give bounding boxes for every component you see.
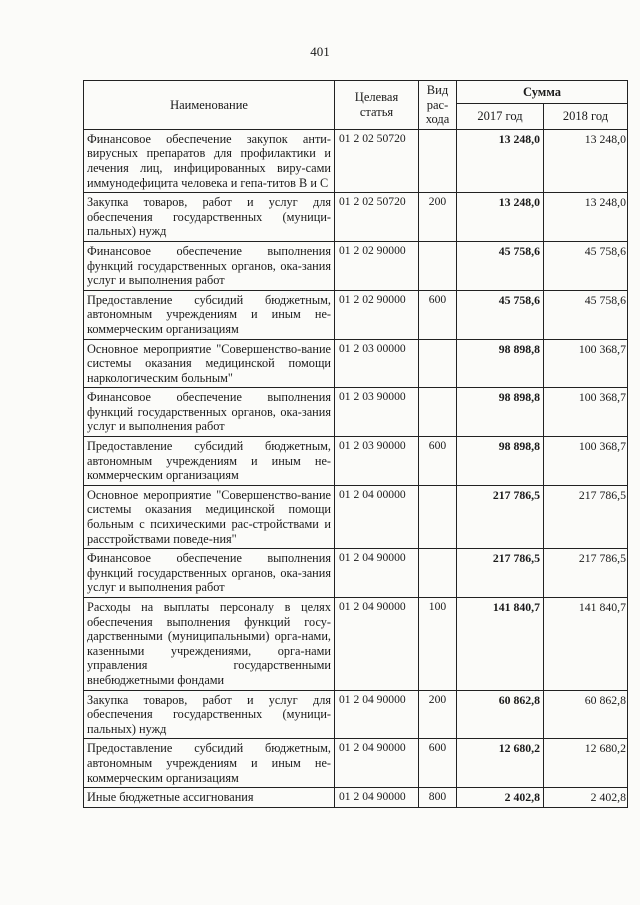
row-expense-type: 600 [419,290,457,339]
row-amount-2017: 217 786,5 [457,485,544,548]
header-code: Целевая статья [335,81,419,130]
row-name: Закупка товаров, работ и услуг для обеспечения государственных (муници-пальных) нужд [84,690,335,739]
header-sum: Сумма [457,81,628,104]
row-expense-type [419,549,457,598]
row-target-code: 01 2 03 90000 [335,388,419,437]
row-target-code: 01 2 04 90000 [335,788,419,808]
header-vid: Вид рас-хода [419,81,457,130]
table-row [84,437,628,486]
row-target-code: 01 2 02 90000 [335,290,419,339]
row-amount-2017: 60 862,8 [457,690,544,739]
header-name: Наименование [84,81,335,130]
row-target-code: 01 2 03 90000 [335,437,419,486]
row-expense-type [419,129,457,192]
row-amount-2017: 98 898,8 [457,388,544,437]
table-row [84,241,628,290]
row-amount-2018: 100 368,7 [544,437,628,486]
table-row [84,739,628,788]
row-amount-2017: 45 758,6 [457,290,544,339]
row-name: Финансовое обеспечение закупок анти-вирусных препаратов для профилактики и лечения лиц, инфицированных виру-сами иммунодефицита человека и гепа-титов В и С [84,129,335,192]
row-expense-type [419,339,457,388]
row-amount-2017: 45 758,6 [457,241,544,290]
row-target-code: 01 2 02 50720 [335,193,419,242]
row-target-code: 01 2 04 00000 [335,485,419,548]
row-amount-2017: 217 786,5 [457,549,544,598]
row-amount-2018: 217 786,5 [544,485,628,548]
row-name: Расходы на выплаты персоналу в целях обеспечения выполнения функций госу-дарственными (муниципальными) орга-нами, казенными учреждениями, орга-нами управления государственными внебюджетными фондами [84,598,335,691]
row-amount-2017: 98 898,8 [457,339,544,388]
row-expense-type: 200 [419,193,457,242]
table-row [84,290,628,339]
row-amount-2018: 60 862,8 [544,690,628,739]
row-name: Финансовое обеспечение выполнения функций государственных органов, ока-зания услуг и выполнения работ [84,549,335,598]
row-name: Основное мероприятие "Совершенство-вание системы оказания медицинской помощи наркологическим больным" [84,339,335,388]
row-name: Финансовое обеспечение выполнения функций государственных органов, ока-зания услуг и выполнения работ [84,388,335,437]
row-expense-type: 600 [419,739,457,788]
row-target-code: 01 2 04 90000 [335,549,419,598]
row-amount-2017: 13 248,0 [457,193,544,242]
table-row [84,129,628,192]
row-amount-2018: 141 840,7 [544,598,628,691]
row-expense-type: 600 [419,437,457,486]
row-name: Финансовое обеспечение выполнения функций государственных органов, ока-зания услуг и выполнения работ [84,241,335,290]
table-row [84,485,628,548]
row-amount-2018: 13 248,0 [544,129,628,192]
header-row-top [84,81,628,104]
table-body [84,129,628,807]
header-year-2017: 2017 год [457,104,544,130]
row-amount-2018: 217 786,5 [544,549,628,598]
budget-table [83,80,628,808]
row-expense-type [419,388,457,437]
row-name: Предоставление субсидий бюджетным, автономным учреждениям и иным не-коммерческим организациям [84,290,335,339]
row-expense-type: 800 [419,788,457,808]
row-target-code: 01 2 04 90000 [335,598,419,691]
table-row [84,339,628,388]
row-amount-2018: 45 758,6 [544,241,628,290]
row-amount-2018: 2 402,8 [544,788,628,808]
row-expense-type: 100 [419,598,457,691]
row-amount-2017: 141 840,7 [457,598,544,691]
header-year-2018: 2018 год [544,104,628,130]
row-target-code: 01 2 04 90000 [335,690,419,739]
table-row [84,690,628,739]
row-amount-2018: 100 368,7 [544,339,628,388]
row-amount-2018: 12 680,2 [544,739,628,788]
row-amount-2017: 12 680,2 [457,739,544,788]
page-number: 401 [310,44,330,59]
row-name: Закупка товаров, работ и услуг для обеспечения государственных (муници-пальных) нужд [84,193,335,242]
row-amount-2017: 98 898,8 [457,437,544,486]
row-name: Предоставление субсидий бюджетным, автономным учреждениям и иным не-коммерческим организациям [84,739,335,788]
table-row [84,388,628,437]
table-row [84,193,628,242]
row-amount-2018: 45 758,6 [544,290,628,339]
row-amount-2017: 2 402,8 [457,788,544,808]
row-target-code: 01 2 04 90000 [335,739,419,788]
row-name: Основное мероприятие "Совершенство-вание системы оказания медицинской помощи больным с психическими рас-стройствами и расстройствами поведе-ния" [84,485,335,548]
row-amount-2018: 13 248,0 [544,193,628,242]
row-name: Иные бюджетные ассигнования [84,788,335,808]
row-name: Предоставление субсидий бюджетным, автономным учреждениям и иным не-коммерческим организациям [84,437,335,486]
table-row [84,549,628,598]
row-target-code: 01 2 02 90000 [335,241,419,290]
row-target-code: 01 2 02 50720 [335,129,419,192]
row-amount-2017: 13 248,0 [457,129,544,192]
row-expense-type: 200 [419,690,457,739]
budget-table-container [83,80,628,808]
row-expense-type [419,485,457,548]
row-expense-type [419,241,457,290]
row-target-code: 01 2 03 00000 [335,339,419,388]
row-amount-2018: 100 368,7 [544,388,628,437]
table-row [84,598,628,691]
table-row [84,788,628,808]
